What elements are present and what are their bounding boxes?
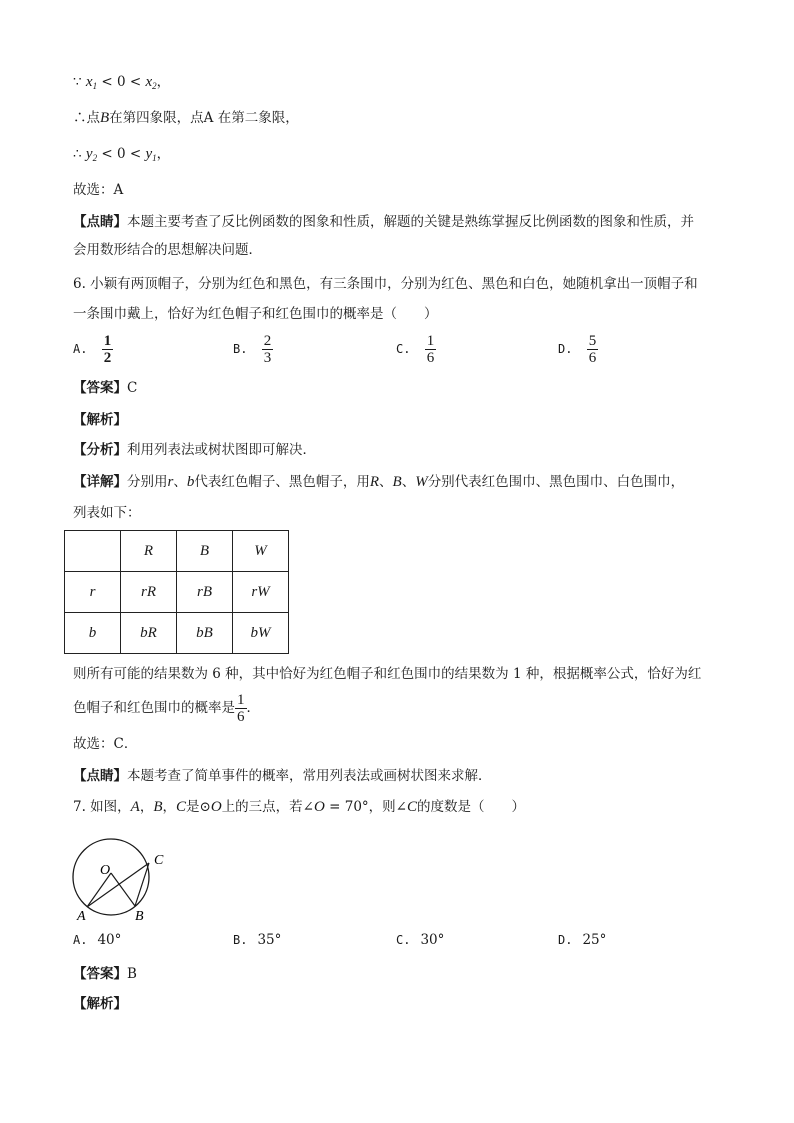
q7-option-d: D. 25°	[558, 932, 607, 948]
q6-option-c: C. $\frac{1}{6}$	[396, 333, 435, 366]
q6-option-d: D. $\frac{5}{6}$	[558, 333, 597, 366]
label-c: C	[154, 853, 164, 868]
table-row	[65, 613, 289, 654]
choice-line: 故选：A	[73, 182, 124, 198]
q7-option-c: C. 30°	[396, 932, 445, 948]
q6-dianjing: 【点睛】本题考查了简单事件的概率，常用列表法或画树状图来求解．	[73, 768, 492, 784]
q6-result-1: 则所有可能的结果数为 6 种，其中恰好为红色帽子和红色围巾的结果数为 1 种，根据概率公式，恰好为红	[73, 666, 702, 682]
q6-fenxi: 【分析】利用列表法或树状图即可解决．	[73, 442, 316, 458]
question-6-line-2: 一条围巾戴上，恰好为红色帽子和红色围巾的概率是（ ）	[73, 306, 438, 322]
dianjing-line-2: 会用数形结合的思想解决问题．	[73, 242, 262, 258]
outcome-table	[64, 530, 289, 654]
table-cell	[65, 531, 121, 572]
table-cell: rR	[121, 572, 177, 613]
table-cell: r	[65, 572, 121, 613]
q7-option-a: A. 40°	[73, 932, 122, 948]
quadrant-line: ∴点B在第四象限，点A 在第二象限，	[73, 110, 299, 126]
conclusion-line: ∴ $y_2 < 0 < y_1$，	[73, 146, 171, 163]
q7-answer: 【答案】B	[73, 966, 137, 982]
segment-oa	[87, 873, 111, 907]
table-cell: R	[121, 531, 177, 572]
table-cell: rB	[177, 572, 233, 613]
table-cell: bW	[233, 613, 289, 654]
table-cell: B	[177, 531, 233, 572]
table-cell: W	[233, 531, 289, 572]
question-7-stem: 7. 如图，A，B，C是⊙O上的三点，若∠O = 70°，则∠C的度数是（ ）	[73, 799, 525, 815]
q6-option-a: A. $\frac{1}{2}$	[73, 333, 112, 366]
label-a: A	[77, 909, 86, 924]
q7-jiexi: 【解析】	[73, 996, 127, 1012]
label-o: O	[100, 863, 111, 878]
q6-option-b: B. $\frac{2}{3}$	[233, 333, 272, 366]
label-b: B	[135, 909, 144, 924]
dianjing-line-1: 【点睛】本题主要考查了反比例函数的图象和性质，解题的关键是熟练掌握反比例函数的图象和性质，并	[73, 214, 694, 230]
q6-answer: 【答案】C	[73, 380, 138, 396]
table-row	[65, 572, 289, 613]
segment-ob	[111, 873, 135, 906]
table-cell: bR	[121, 613, 177, 654]
q6-result-2: 色帽子和红色围巾的概率是 $\frac{1}{6}$ ．	[73, 692, 260, 725]
circle-figure	[62, 826, 182, 926]
q6-list-intro: 列表如下：	[73, 505, 141, 521]
q6-jiexi: 【解析】	[73, 412, 127, 428]
question-6-line-1: 6. 小颖有两顶帽子，分别为红色和黑色，有三条围巾，分别为红色、黑色和白色，她随机拿出一顶帽子和	[73, 276, 698, 292]
q6-choose: 故选：C．	[73, 736, 138, 752]
segment-ac	[87, 863, 149, 907]
q7-option-b: B. 35°	[233, 932, 282, 948]
table-cell: rW	[233, 572, 289, 613]
circle-o	[73, 839, 149, 915]
table-row	[65, 531, 289, 572]
table-cell: bB	[177, 613, 233, 654]
condition-line: ∵ $x_1 < 0 < x_2$，	[73, 74, 171, 91]
q6-xiangjie: 【详解】分别用r、b代表红色帽子、黑色帽子，用R、B、W分别代表红色围巾、黑色围巾、白色围巾，	[73, 474, 685, 490]
table-cell: b	[65, 613, 121, 654]
